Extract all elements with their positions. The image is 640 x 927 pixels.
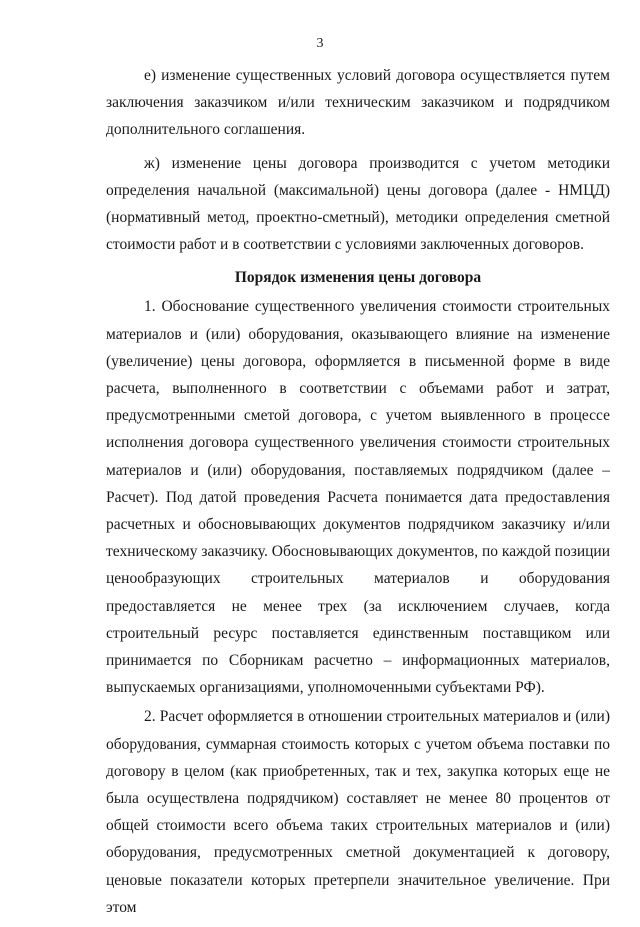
paragraph-e: е) изменение существенных условий договора осуществляется путем заключения заказчиком и/или техническим заказчиком и подрядчиком дополнительного соглашения. <box>106 67 610 139</box>
paragraph-item-2: 2. Расчет оформляется в отношении строительных материалов и (или) оборудования, суммарная стоимость которых с учетом объема поставки по договору в целом (как приобретенных, так и тех, закупка которых еще не была осуществлена подрядчиком) составляет не менее 80 процентов от общей стоимости всего объема таких строительных материалов и (или) оборудования, предусмотренных сметной документацией к договору, ценовые показатели которых претерпели значительное увеличение. При этом <box>106 708 610 916</box>
page-number: 3 <box>316 36 324 51</box>
document-body <box>106 62 610 927</box>
section-heading: Порядок изменения цены договора <box>234 269 482 287</box>
paragraph-zh: ж) изменение цены договора производится с учетом методики определения начальной (максимальной) цены договора (далее - НМЦД) (нормативный метод, проектно-сметный), методики определения сметной стоимости работ и в соответствии с условиями заключенных договоров. <box>106 154 610 254</box>
paragraph-item-1: 1. Обоснование существенного увеличения стоимости строительных материалов и (или) оборудования, оказывающего влияние на изменение (увеличение) цены договора, оформляется в письменной форме в виде расчета, выполненного в соответствии с объемами работ и затрат, предусмотренными сметой договора, с учетом выявленного в процессе исполнения договора существенного увеличения стоимости строительных материалов и (или) оборудования, поставляемых подрядчиком (далее – Расчет). Под датой проведения Расчета понимается дата предоставления расчетных и обосновывающих документов подрядчиком заказчику и/или техническому заказчику. Обосновывающих документов, по каждой позиции ценообразующих строительных материалов и оборудования предоставляется не менее трех (за исключением случаев, когда строительный ресурс поставляется единственным поставщиком или принимается по Сборникам расчетно – информационных материалов, выпускаемых организациями, уполномоченными субъектами РФ). <box>106 298 610 697</box>
